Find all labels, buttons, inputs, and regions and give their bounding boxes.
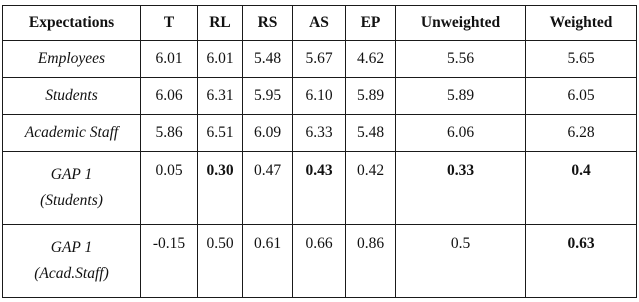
- col-header-expectations: Expectations: [3, 6, 141, 41]
- cell-rl: 0.30: [198, 152, 243, 225]
- cell-unweighted: 5.89: [396, 78, 526, 115]
- cell-t: 0.05: [141, 152, 198, 225]
- table-row-gap-acad-staff: [3, 225, 637, 298]
- cell-as: 6.33: [293, 115, 346, 152]
- row-label: Academic Staff: [3, 115, 141, 152]
- cell-ep: 5.48: [346, 115, 396, 152]
- header-row: [3, 6, 637, 41]
- cell-weighted: 0.4: [526, 152, 637, 225]
- gap-sublabel: (Students): [40, 192, 103, 209]
- row-label: [3, 152, 141, 225]
- cell-rs: 0.61: [243, 225, 293, 298]
- col-header-t: T: [141, 6, 198, 41]
- cell-rl: 6.01: [198, 41, 243, 78]
- table-row: [3, 41, 637, 78]
- gap-label: GAP 1: [50, 239, 93, 256]
- cell-unweighted: 0.33: [396, 152, 526, 225]
- gap-sublabel: (Acad.Staff): [34, 265, 109, 282]
- table-row-gap-students: [3, 152, 637, 225]
- cell-ep: 5.89: [346, 78, 396, 115]
- cell-weighted: 0.63: [526, 225, 637, 298]
- cell-unweighted: 6.06: [396, 115, 526, 152]
- table-row: [3, 78, 637, 115]
- col-header-weighted: Weighted: [526, 6, 637, 41]
- cell-rl: 6.31: [198, 78, 243, 115]
- col-header-rl: RL: [198, 6, 243, 41]
- cell-as: 0.66: [293, 225, 346, 298]
- cell-rs: 5.95: [243, 78, 293, 115]
- expectations-table: [2, 5, 637, 298]
- col-header-ep: EP: [346, 6, 396, 41]
- col-header-as: AS: [293, 6, 346, 41]
- cell-weighted: 5.65: [526, 41, 637, 78]
- col-header-unweighted: Unweighted: [396, 6, 526, 41]
- cell-rs: 0.47: [243, 152, 293, 225]
- cell-ep: 4.62: [346, 41, 396, 78]
- row-label: [3, 225, 141, 298]
- table-row: [3, 115, 637, 152]
- cell-unweighted: 0.5: [396, 225, 526, 298]
- gap-label: GAP 1: [50, 166, 93, 183]
- cell-as: 6.10: [293, 78, 346, 115]
- cell-rl: 0.50: [198, 225, 243, 298]
- cell-rs: 6.09: [243, 115, 293, 152]
- cell-ep: 0.86: [346, 225, 396, 298]
- cell-t: -0.15: [141, 225, 198, 298]
- col-header-rs: RS: [243, 6, 293, 41]
- cell-as: 0.43: [293, 152, 346, 225]
- cell-weighted: 6.28: [526, 115, 637, 152]
- row-label: Employees: [3, 41, 141, 78]
- cell-t: 6.06: [141, 78, 198, 115]
- row-label: Students: [3, 78, 141, 115]
- cell-t: 5.86: [141, 115, 198, 152]
- cell-ep: 0.42: [346, 152, 396, 225]
- cell-t: 6.01: [141, 41, 198, 78]
- cell-unweighted: 5.56: [396, 41, 526, 78]
- cell-rl: 6.51: [198, 115, 243, 152]
- cell-rs: 5.48: [243, 41, 293, 78]
- cell-weighted: 6.05: [526, 78, 637, 115]
- cell-as: 5.67: [293, 41, 346, 78]
